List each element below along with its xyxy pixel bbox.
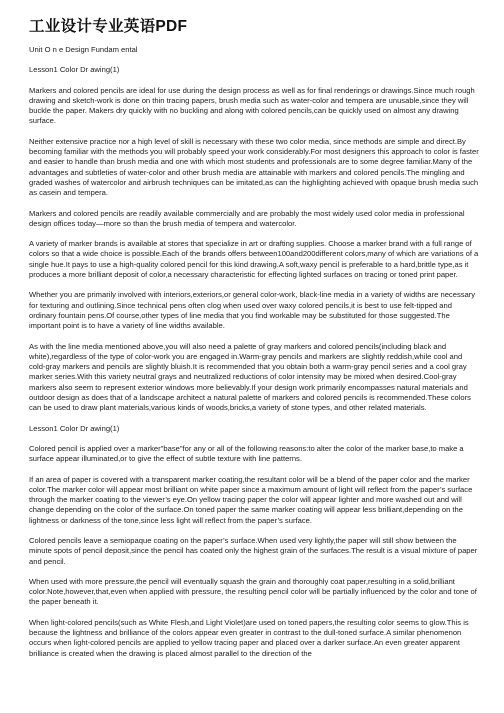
document-title: 工业设计专业英语PDF	[29, 18, 188, 35]
paragraph: When used with more pressure,the pencil will eventually squash the grain and thoroughly coat paper,resulting in a solid,brilliant color.Note,however,that,even when applied with pressure, the resulting pencil color will be partially influenced by the color and tone of the paper beneath it.	[29, 576, 477, 607]
paragraph: Whether you are primarily involved with interiors,exteriors,or general color-work, black-line media in a variety of widths are necessary for texturing and outlining.Since technical pens often clog when used over waxy colored pencils,it is best to use felt-tipped and ordinary fountain pens.Of course,other types of line media that you find workable may be substituted for those suggested.The important point is to have a variety of line widths available.	[29, 290, 476, 331]
paragraph: Markers and colored pencils are ideal for use during the design process as well as for final renderings or drawings.Since much rough drawing and sketch-work is done on thin tracing papers, brush media such as water-color and tempera are unusable,since they will buckle the paper. Makers dry quickly with no buckling and along with colored pencils,can be quickly used on almost any drawing surface.	[29, 85, 475, 126]
lesson-heading-1: Lesson1 Color Dr awing(1)	[29, 65, 120, 75]
unit-heading: Unit O n e Design Fundam ental	[29, 45, 138, 54]
paragraph: A variety of marker brands is available at stores that specialize in art or drafting supplies. Choose a marker brand with a full range of colors so that a wide choice is possible.Each of the brands offers between100and200different colors,many of which are variations of a single hue.It pays to use a high-quality colored pencil for this kind drawing.A soft,waxy pencil is preferable to a hard,brittle type,as it produces a more brilliant deposit of color,a necessary characteristic for effecting lighted surfaces on tracing or toned print paper.	[29, 239, 479, 280]
lesson-heading-2: Lesson1 Color Dr awing(1)	[29, 423, 120, 433]
paragraph: Colored pencils leave a semiopaque coating on the paper’s surface.When used very lightly,the paper will still show between the minute spots of pencil deposit,since the pencil has coated only the highest grain of the surfaces.The result is a visual mixture of paper and pencil.	[29, 535, 478, 566]
paragraph: As with the line media mentioned above,you will also need a palette of gray markers and colored pencils(including black and white),regardless of the type of color-work you are engaged in.Warm-gray pencils and markers are slightly reddish,while cool and cold-gray markers and pencils are slightly bluish.It is recommended that you obtain both a warm-gray pencil series and a cool gray marker series.With this variety neutral grays and neutralized reductions of color intensity may be mixed when desired.Cool-gray markers also seem to represent exterior windows more believably.If your design work primarily encompasses natural materials and outdoor design as does that of a landscape architect a natural palette of markers and colored pencils is recommended.These colors can be used to draw plant materials,various kinds of woods,bricks,a variety of stone types, and other related materials.	[29, 341, 471, 413]
paragraph: Markers and colored pencils are readily available commercially and are probably the most widely used color media in professional design offices today—more so than the brush media of tempera and watercolor.	[29, 208, 465, 228]
paragraph: If an area of paper is covered with a transparent marker coating,the resultant color will be a blend of the paper color and the marker color.The marker color will appear most brilliant on white paper since a maximum amount of light will reflect from the paper’s surface through the marker coating to the viewer’s eye.On yellow tracing paper the color will appear lighter and more washed out and will change depending on the color of the surface.On toned paper the same marker coating will appear less brilliant,depending on the lightness or darkness of the tone,since less light will reflect from the paper’s surface.	[29, 474, 473, 525]
paragraph: Neither extensive practice nor a high level of skill is necessary with these two color media, since methods are simple and direct.By becoming familiar with the methods you will probably speed your work considerably.For most designers this approach to color is faster and easier to handle than brush media and one with which most students and professionals are to some degree familiar.Many of the advantages and subtleties of water-color and other brush media are attainable with markers and colored pencils.The mingling and graded washes of watercolor and airbrush techniques can be imitated,as can the highlighting achieved with opaque brush media such as casein and tempera.	[29, 136, 479, 198]
document-page	[29, 18, 479, 669]
paragraph: When light-colored pencils(such as White Flesh,and Light Violet)are used on toned papers,the resulting color seems to glow.This is because the lightness and brilliance of the colors appear even greater in contrast to the dull-toned surface.A similar phenomenon occurs when light-colored pencils are applied to yellow tracing paper and placed over a darker surface.An even greater apparent brilliance is created when the drawing is placed almost parallel to the direction of the	[29, 617, 469, 658]
paragraph: Colored pencil is applied over a marker"base"for any or all of the following reasons:to alter the color of the marker base,to make a surface appear illuminated,or to give the effect of subtle texture with line patterns.	[29, 443, 464, 464]
